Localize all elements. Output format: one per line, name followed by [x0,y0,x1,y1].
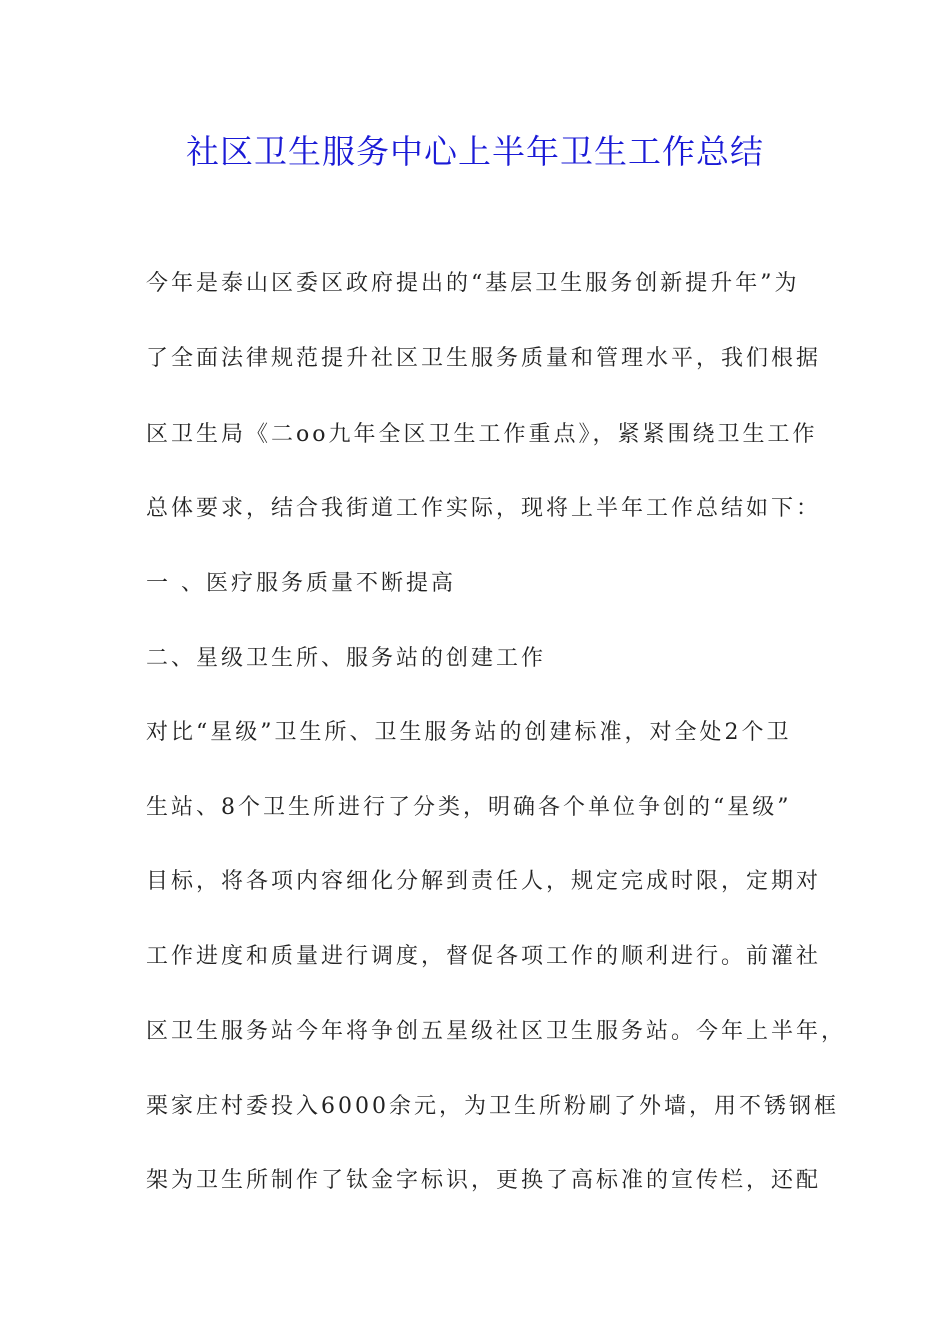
body-text-line: 了全面法律规范提升社区卫生服务质量和管理水平，我们根据 [146,346,822,371]
section-heading-2: 二、星级卫生所、服务站的创建工作 [146,646,547,671]
document-title: 社区卫生服务中心上半年卫生工作总结 [186,132,764,171]
section-heading-1: 一 、医疗服务质量不断提高 [146,571,456,596]
body-text-line: 栗家庄村委投入6000余元，为卫生所粉刷了外墙，用不锈钢框 [146,1094,839,1119]
body-text-line: 对比“星级”卫生所、卫生服务站的创建标准，对全处2个卫 [146,720,792,745]
body-text-line: 区卫生局《二oo九年全区卫生工作重点》，紧紧围绕卫生工作 [146,422,818,447]
body-text-line: 区卫生服务站今年将争创五星级社区卫生服务站。今年上半年， [146,1019,847,1044]
body-text-line: 目标，将各项内容细化分解到责任人，规定完成时限，定期对 [146,869,822,894]
body-text-line: 架为卫生所制作了钛金字标识，更换了高标准的宣传栏，还配 [146,1168,822,1193]
body-text-line: 今年是泰山区委区政府提出的“基层卫生服务创新提升年”为 [146,271,800,296]
body-text-line: 工作进度和质量进行调度，督促各项工作的顺利进行。前灌社 [146,944,822,969]
body-text-line: 总体要求，结合我街道工作实际，现将上半年工作总结如下： [146,496,822,521]
body-text-line: 生站、8个卫生所进行了分类，明确各个单位争创的“星级” [146,795,792,820]
